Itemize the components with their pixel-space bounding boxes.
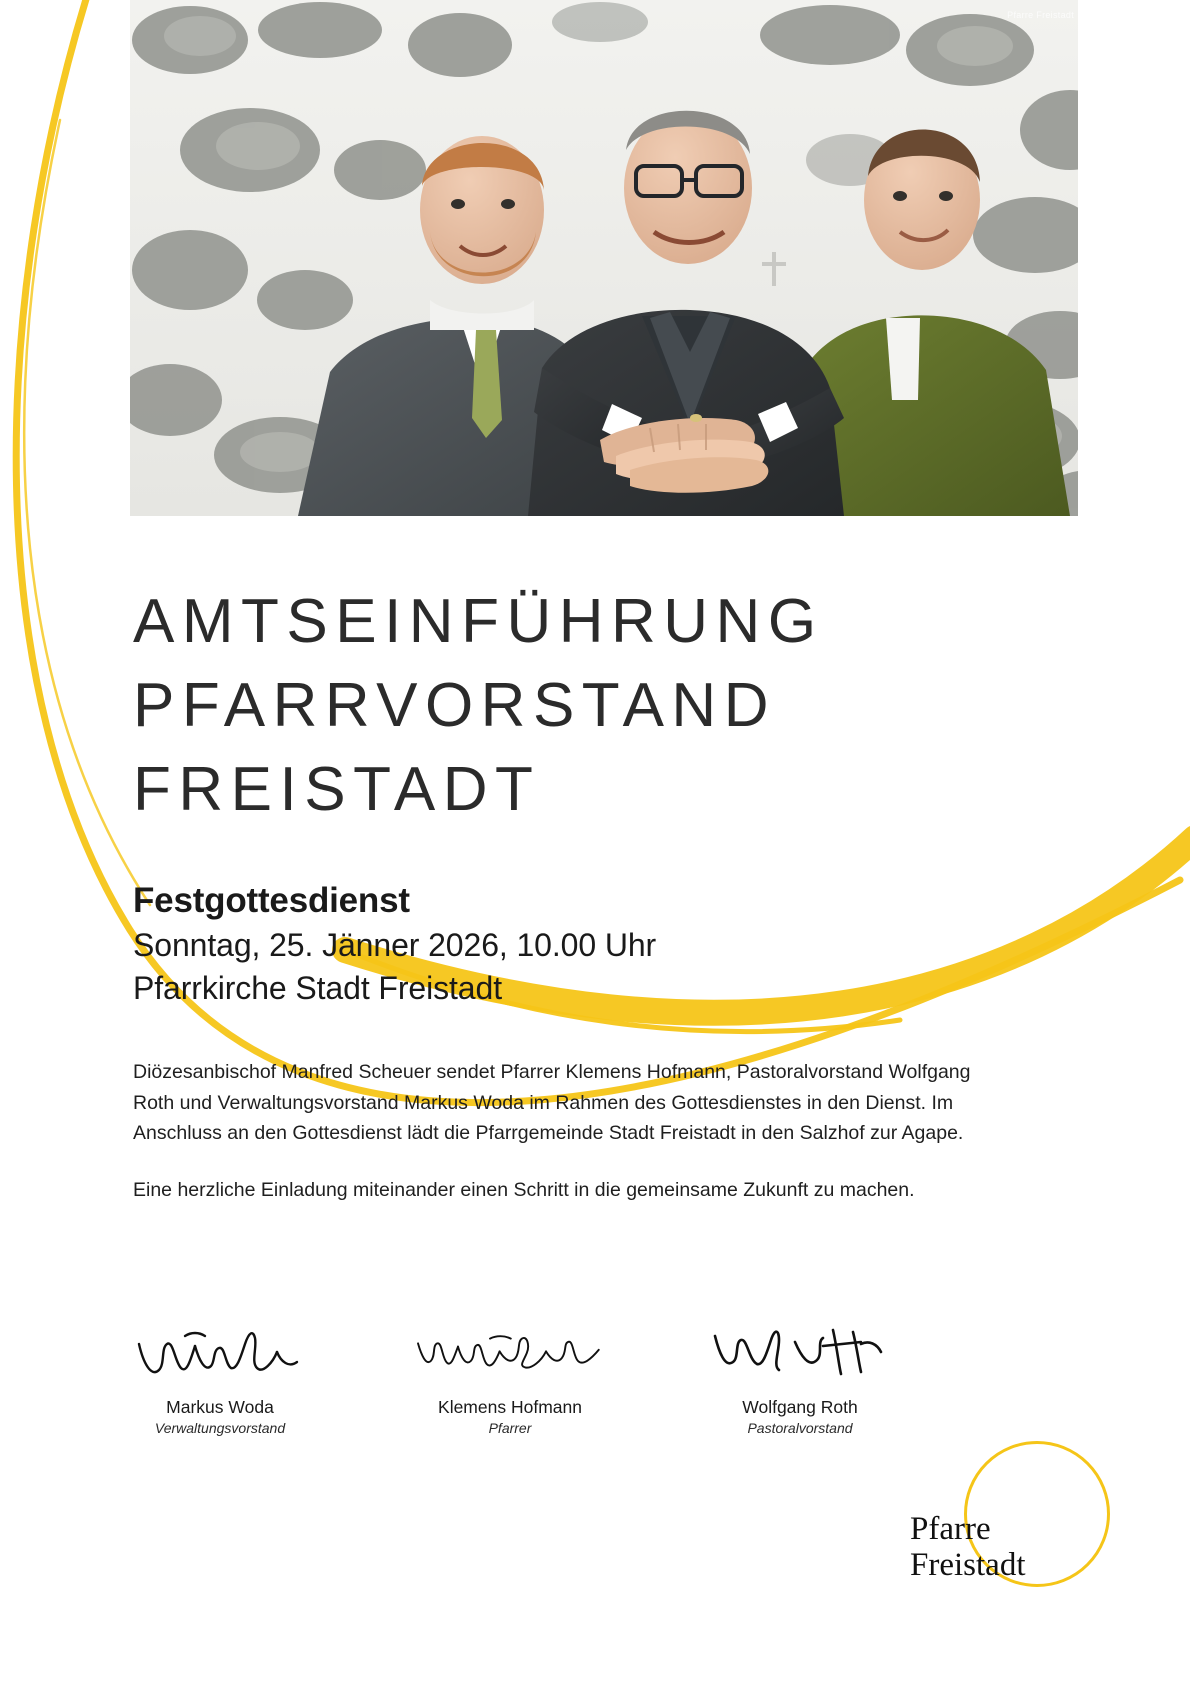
signature-name: Klemens Hofmann [438,1397,582,1417]
signature-mark-icon [410,1320,610,1392]
signature-row [120,1320,910,1438]
signature-block-hofmann [410,1320,610,1438]
headline-line-3: FREISTADT [133,755,541,824]
signature-name: Wolfgang Roth [742,1397,858,1417]
logo-line-2: Freistadt [910,1547,1026,1583]
event-location: Pfarrkirche Stadt Freistadt [133,970,502,1006]
signature-role: Verwaltungsvorstand [154,1420,286,1436]
signature-mark-icon [700,1320,900,1392]
event-datetime: Sonntag, 25. Jänner 2026, 10.00 Uhr [133,927,657,963]
body-text [133,1057,1013,1205]
event-details [133,878,1033,1010]
headline-line-2: PFARRVORSTAND [133,671,776,740]
signature-role: Pastoralvorstand [747,1420,853,1436]
photo-credit: Pfarre Freistadt [1007,10,1074,20]
page-title [133,580,1073,832]
three-men-handshake-photo [130,0,1078,516]
signature-block-woda [120,1320,320,1438]
logo-text [910,1511,1025,1583]
signature-mark-icon [120,1320,320,1392]
event-title: Festgottesdienst [133,881,410,920]
headline-line-1: AMTSEINFÜHRUNG [133,587,824,656]
header-photo [130,0,1078,516]
signature-block-roth [700,1320,900,1438]
body-paragraph-1: Diözesanbischof Manfred Scheuer sendet Pfarrer Klemens Hofmann, Pastoralvorstand Wolfgang Roth und Verwaltungsvorstand Markus Woda im Rahmen des Gottesdienstes in den Dienst. Im Anschluss an den Gottesdienst lädt die Pfarrgemeinde Stadt Freistadt in den Salzhof zur Agape. [133,1061,971,1144]
signature-name: Markus Woda [166,1397,274,1417]
pfarre-freistadt-logo [910,1441,1110,1591]
logo-line-1: Pfarre [910,1511,991,1547]
body-paragraph-2: Eine herzliche Einladung miteinander einen Schritt in die gemeinsame Zukunft zu machen. [133,1178,915,1201]
signature-role: Pfarrer [488,1420,532,1436]
